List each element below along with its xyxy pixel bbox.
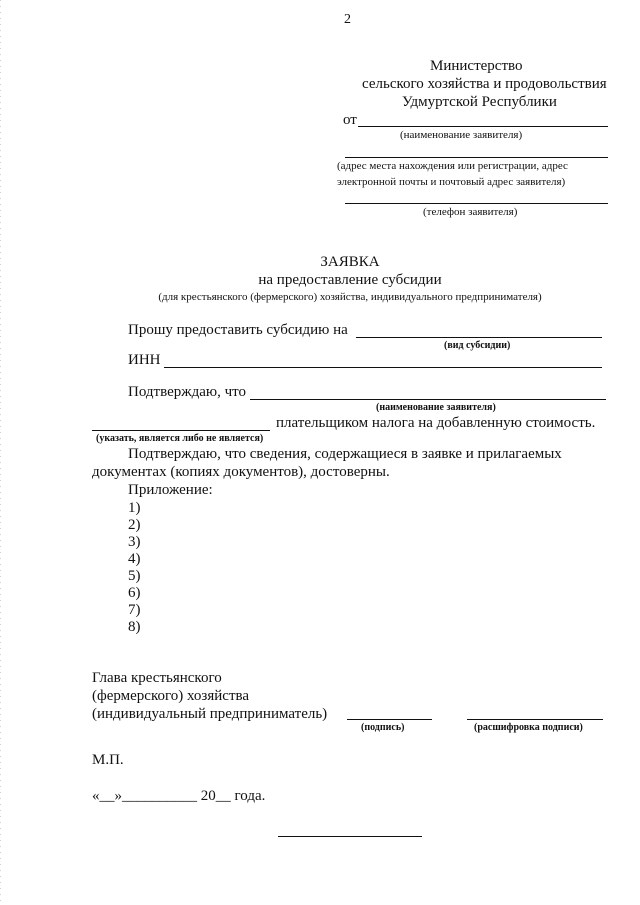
vat-status-hint: (указать, является либо не является): [96, 433, 264, 444]
address-hint-1: (адрес места нахождения или регистрации, адрес: [337, 160, 568, 172]
subsidy-type-hint: (вид субсидии): [444, 340, 511, 351]
inn-line[interactable]: [164, 367, 602, 368]
applicant-phone-line[interactable]: [345, 203, 608, 204]
signatory-line-3: (индивидуальный предприниматель): [92, 706, 328, 722]
attachment-item: 7): [128, 602, 141, 618]
signature-line[interactable]: [347, 719, 432, 720]
attachment-item: 3): [128, 534, 141, 550]
page-number: 2: [344, 12, 351, 27]
statement-line-2: документах (копиях документов), достоверны.: [92, 464, 390, 480]
ministry-line-2: сельского хозяйства и продовольствия: [362, 76, 607, 92]
ministry-line-3: Удмуртской Республики: [402, 94, 557, 110]
confirm-label: Подтверждаю, что: [128, 384, 247, 400]
date-line[interactable]: «__»__________ 20__ года.: [92, 788, 266, 804]
document-subtitle: на предоставление субсидии: [258, 272, 442, 288]
signatory-line-1: Глава крестьянского: [92, 670, 222, 686]
vat-status-line[interactable]: [92, 430, 270, 431]
attachment-item: 8): [128, 619, 141, 635]
document-title: ЗАЯВКА: [320, 254, 380, 270]
phone-hint: (телефон заявителя): [423, 206, 518, 218]
vat-text: плательщиком налога на добавленную стоимость.: [276, 415, 596, 431]
signature-hint: (подпись): [361, 722, 405, 733]
attachment-item: 6): [128, 585, 141, 601]
signatory-line-2: (фермерского) хозяйства: [92, 688, 250, 704]
inn-label: ИНН: [128, 352, 161, 368]
scan-edge-dots: [0, 0, 1, 905]
document-title-note: (для крестьянского (фермерского) хозяйства, индивидуального предпринимателя): [158, 291, 542, 303]
from-label: от: [343, 112, 357, 128]
stamp-placeholder: М.П.: [92, 752, 124, 768]
ministry-line-1: Министерство: [430, 58, 523, 74]
request-label: Прошу предоставить субсидию на: [128, 322, 348, 338]
attachment-item: 2): [128, 517, 141, 533]
footer-divider: [278, 836, 422, 837]
attachments-label: Приложение:: [128, 482, 213, 498]
applicant-name-hint: (наименование заявителя): [400, 129, 523, 141]
attachment-item: 5): [128, 568, 141, 584]
applicant-name-line[interactable]: [358, 126, 608, 127]
subsidy-type-line[interactable]: [356, 337, 602, 338]
signature-decode-line[interactable]: [467, 719, 603, 720]
address-hint-2: электронной почты и почтовый адрес заявителя): [337, 176, 566, 188]
attachment-item: 1): [128, 500, 141, 516]
statement-line-1: Подтверждаю, что сведения, содержащиеся в заявке и прилагаемых: [128, 446, 562, 462]
confirm-applicant-line[interactable]: [250, 399, 606, 400]
applicant-address-line[interactable]: [345, 157, 608, 158]
confirm-applicant-hint: (наименование заявителя): [376, 402, 496, 413]
attachment-item: 4): [128, 551, 141, 567]
signature-decode-hint: (расшифровка подписи): [474, 722, 583, 733]
